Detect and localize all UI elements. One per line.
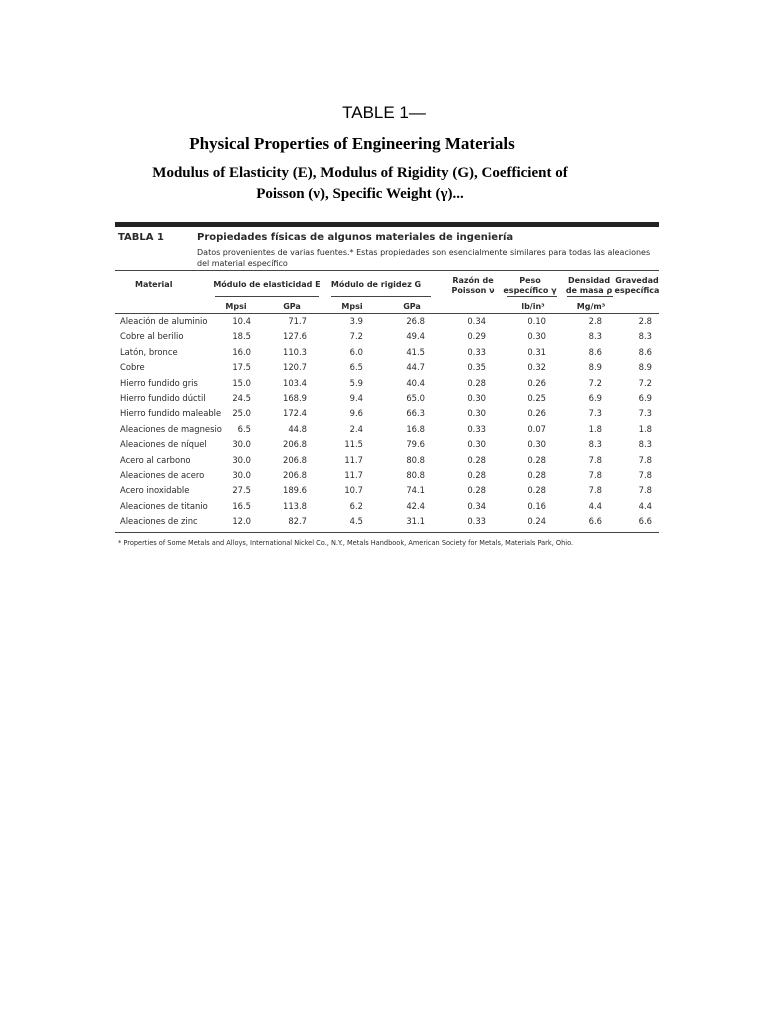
material-cell: Aleaciones de zinc	[120, 516, 198, 527]
header-poisson-line1: Razón de	[452, 276, 494, 285]
value-cell: 6.9	[638, 392, 652, 403]
header-material: Material	[135, 280, 173, 289]
material-cell: Aleaciones de acero	[120, 469, 205, 480]
value-cell: 26.8	[406, 316, 425, 326]
header-rigidity: Módulo de rigidez G	[330, 280, 422, 289]
table-row	[115, 499, 659, 514]
value-cell: 120.7	[283, 362, 307, 373]
header-poisson-line2: Poisson ν	[451, 286, 495, 295]
description-line-2: Poisson (ν), Specific Weight (γ)...	[256, 186, 464, 202]
table-row	[115, 345, 659, 360]
value-cell: 9.6	[349, 408, 363, 419]
density-underline	[567, 296, 613, 297]
material-cell: Cobre	[120, 362, 145, 373]
header-density-line2: de masa ρ	[565, 286, 613, 295]
value-cell: 172.4	[283, 408, 307, 419]
value-cell: 0.34	[467, 500, 486, 511]
value-cell: 0.30	[527, 331, 546, 342]
value-cell: 0.28	[527, 485, 546, 496]
value-cell: 7.3	[588, 408, 602, 419]
value-cell: 6.6	[638, 516, 652, 527]
value-cell: 11.7	[344, 469, 363, 480]
value-cell: 16.5	[232, 500, 251, 511]
material-cell: Aleación de aluminio	[120, 316, 208, 326]
value-cell: 103.4	[283, 377, 307, 388]
header-density-line1: Densidad	[567, 276, 611, 285]
document-title: TABLE 1—	[342, 103, 426, 122]
subheader-gpa-e: GPa	[283, 302, 301, 311]
value-cell: 4.5	[349, 516, 363, 527]
subheader-mpsi-g: Mpsi	[341, 302, 363, 311]
header-weight	[500, 276, 560, 296]
material-cell: Aleaciones de titanio	[120, 500, 208, 511]
table-row	[115, 483, 659, 498]
value-cell: 11.5	[344, 439, 363, 450]
material-cell: Hierro fundido maleable	[120, 408, 222, 419]
value-cell: 0.16	[527, 500, 546, 511]
value-cell: 6.6	[588, 516, 602, 527]
value-cell: 17.5	[232, 362, 251, 373]
table-row	[115, 422, 659, 437]
value-cell: 0.34	[467, 316, 486, 326]
value-cell: 6.5	[237, 423, 251, 434]
value-cell: 3.9	[349, 316, 363, 326]
value-cell: 6.9	[588, 392, 602, 403]
value-cell: 30.0	[232, 439, 251, 450]
table-label: TABLA 1	[118, 232, 164, 243]
value-cell: 0.30	[467, 439, 486, 450]
document-description	[0, 163, 744, 205]
value-cell: 206.8	[283, 469, 307, 480]
value-cell: 189.6	[283, 485, 307, 496]
value-cell: 127.6	[283, 331, 307, 342]
value-cell: 8.3	[588, 331, 602, 342]
weight-underline	[507, 296, 557, 297]
value-cell: 41.5	[406, 346, 425, 357]
value-cell: 24.5	[232, 392, 251, 403]
value-cell: 16.8	[406, 423, 425, 434]
value-cell: 25.0	[232, 408, 251, 419]
table-bottom-rule	[115, 532, 659, 533]
value-cell: 7.8	[638, 454, 652, 465]
value-cell: 8.3	[638, 331, 652, 342]
value-cell: 15.0	[232, 377, 251, 388]
value-cell: 0.28	[467, 377, 486, 388]
value-cell: 0.30	[467, 392, 486, 403]
value-cell: 44.8	[288, 423, 307, 434]
table-row	[115, 514, 659, 529]
value-cell: 11.7	[344, 454, 363, 465]
table-row	[115, 360, 659, 375]
table-note: Datos provenientes de varias fuentes.* Estas propiedades son esencialmente similares para todas las aleaciones del material específico	[197, 248, 651, 268]
value-cell: 0.30	[527, 439, 546, 450]
value-cell: 9.4	[349, 392, 363, 403]
document-subtitle: Physical Properties of Engineering Materials	[189, 134, 515, 153]
material-cell: Hierro fundido dúctil	[120, 392, 206, 403]
table-row	[115, 453, 659, 468]
subheader-mpsi-e: Mpsi	[225, 302, 247, 311]
value-cell: 6.0	[349, 346, 363, 357]
value-cell: 0.28	[527, 469, 546, 480]
value-cell: 8.3	[638, 439, 652, 450]
value-cell: 2.4	[349, 423, 363, 434]
material-cell: Hierro fundido gris	[120, 377, 198, 388]
value-cell: 113.8	[283, 500, 307, 511]
header-density	[563, 276, 615, 296]
header-gravity	[614, 276, 660, 296]
value-cell: 0.33	[467, 423, 486, 434]
value-cell: 8.6	[638, 346, 652, 357]
value-cell: 7.8	[588, 454, 602, 465]
table-row	[115, 437, 659, 452]
value-cell: 18.5	[232, 331, 251, 342]
header-weight-line2: específico γ	[503, 286, 557, 295]
value-cell: 7.2	[349, 331, 363, 342]
header-top-rule	[115, 270, 659, 271]
value-cell: 7.8	[638, 485, 652, 496]
value-cell: 8.3	[588, 439, 602, 450]
subheader-density-unit: Mg/m³	[576, 302, 606, 311]
material-cell: Aleaciones de níquel	[120, 439, 207, 450]
table-row	[115, 314, 659, 329]
value-cell: 206.8	[283, 454, 307, 465]
subheader-gpa-g: GPa	[403, 302, 421, 311]
value-cell: 4.4	[588, 500, 602, 511]
value-cell: 66.3	[406, 408, 425, 419]
value-cell: 0.35	[467, 362, 486, 373]
value-cell: 0.33	[467, 346, 486, 357]
value-cell: 8.9	[588, 362, 602, 373]
value-cell: 10.4	[232, 316, 251, 326]
value-cell: 0.29	[467, 331, 486, 342]
value-cell: 6.5	[349, 362, 363, 373]
header-elasticity: Módulo de elasticidad E	[213, 280, 321, 289]
elasticity-underline	[215, 296, 319, 297]
header-poisson	[445, 276, 501, 296]
value-cell: 0.28	[467, 454, 486, 465]
material-cell: Cobre al berilio	[120, 331, 184, 342]
value-cell: 40.4	[406, 377, 425, 388]
value-cell: 10.7	[344, 485, 363, 496]
header-gravity-line1: Gravedad	[615, 276, 659, 285]
material-cell: Latón, bronce	[120, 346, 178, 357]
value-cell: 0.10	[527, 316, 546, 326]
value-cell: 0.24	[527, 516, 546, 527]
value-cell: 74.1	[406, 485, 425, 496]
value-cell: 30.0	[232, 469, 251, 480]
value-cell: 7.2	[588, 377, 602, 388]
value-cell: 0.07	[527, 423, 546, 434]
value-cell: 65.0	[406, 392, 425, 403]
material-cell: Aleaciones de magnesio	[120, 423, 222, 434]
value-cell: 7.8	[588, 469, 602, 480]
subheader-weight-unit: lb/in³	[521, 302, 545, 311]
value-cell: 44.7	[406, 362, 425, 373]
value-cell: 206.8	[283, 439, 307, 450]
value-cell: 0.33	[467, 516, 486, 527]
table-row	[115, 376, 659, 391]
value-cell: 6.2	[349, 500, 363, 511]
value-cell: 42.4	[406, 500, 425, 511]
header-weight-line1: Peso	[519, 276, 541, 285]
value-cell: 2.8	[588, 316, 602, 326]
value-cell: 80.8	[406, 454, 425, 465]
value-cell: 0.26	[527, 408, 546, 419]
value-cell: 168.9	[283, 392, 307, 403]
value-cell: 110.3	[283, 346, 307, 357]
value-cell: 49.4	[406, 331, 425, 342]
value-cell: 1.8	[588, 423, 602, 434]
value-cell: 0.30	[467, 408, 486, 419]
value-cell: 5.9	[349, 377, 363, 388]
value-cell: 0.28	[467, 485, 486, 496]
material-cell: Acero inoxidable	[120, 485, 190, 496]
table-body	[115, 314, 659, 529]
material-cell: Acero al carbono	[120, 454, 191, 465]
value-cell: 4.4	[638, 500, 652, 511]
header-gravity-line2: específica	[614, 286, 660, 295]
value-cell: 80.8	[406, 469, 425, 480]
value-cell: 0.26	[527, 377, 546, 388]
value-cell: 0.28	[527, 454, 546, 465]
value-cell: 16.0	[232, 346, 251, 357]
value-cell: 0.25	[527, 392, 546, 403]
value-cell: 8.9	[638, 362, 652, 373]
table-row	[115, 329, 659, 344]
value-cell: 7.2	[638, 377, 652, 388]
value-cell: 79.6	[406, 439, 425, 450]
table-footnote: * Properties of Some Metals and Alloys, International Nickel Co., N.Y., Metals Handbook, American Society for Metals, Materials Park, Ohio.	[118, 539, 574, 547]
table-row	[115, 406, 659, 421]
value-cell: 7.3	[638, 408, 652, 419]
value-cell: 2.8	[638, 316, 652, 326]
value-cell: 0.28	[467, 469, 486, 480]
scanned-table-image	[115, 222, 659, 552]
value-cell: 12.0	[232, 516, 251, 527]
description-line-1: Modulus of Elasticity (E), Modulus of Rigidity (G), Coefficient of	[152, 165, 568, 181]
table-caption: Propiedades físicas de algunos materiales de ingeniería	[197, 232, 514, 243]
value-cell: 7.8	[638, 469, 652, 480]
value-cell: 82.7	[288, 516, 307, 527]
value-cell: 31.1	[406, 516, 425, 527]
value-cell: 0.31	[527, 346, 546, 357]
value-cell: 71.7	[288, 316, 307, 326]
value-cell: 0.32	[527, 362, 546, 373]
table-row	[115, 468, 659, 483]
value-cell: 30.0	[232, 454, 251, 465]
rigidity-underline	[331, 296, 431, 297]
value-cell: 1.8	[638, 423, 652, 434]
table-row	[115, 391, 659, 406]
top-rule	[115, 222, 659, 227]
value-cell: 27.5	[232, 485, 251, 496]
value-cell: 8.6	[588, 346, 602, 357]
value-cell: 7.8	[588, 485, 602, 496]
